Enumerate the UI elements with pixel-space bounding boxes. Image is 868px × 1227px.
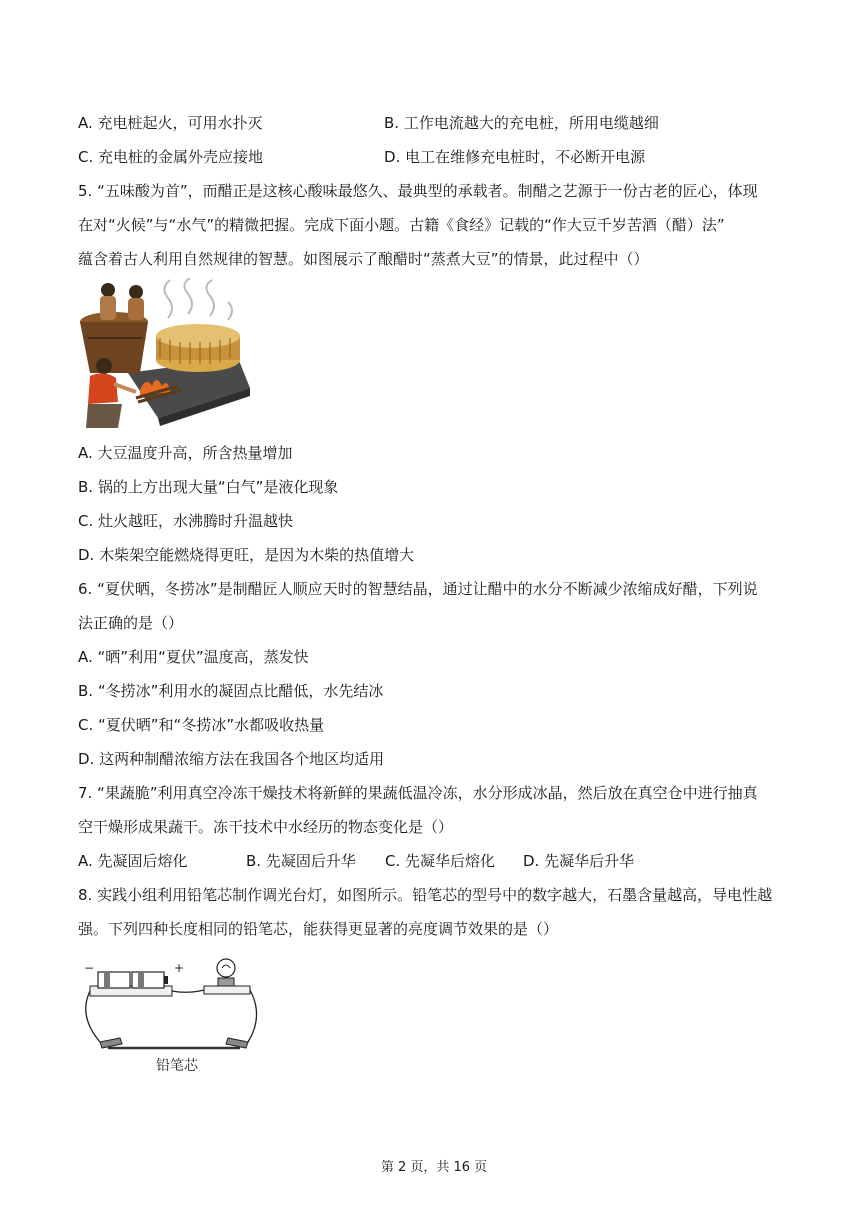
q4-option-d: D. 电工在维修充电桩时，不必断开电源: [384, 148, 646, 166]
q7-option-b: B. 先凝固后升华: [246, 852, 356, 870]
q5-stem-line2: 在对“火候”与“水气”的精微把握。完成下面小题。古籍《食经》记载的“作大豆千岁苦酒（醋）法”: [78, 216, 725, 234]
q7-option-c: C. 先凝华后熔化: [385, 852, 496, 870]
q5-option-b: B. 锅的上方出现大量“白气”是液化现象: [78, 478, 339, 496]
q6-stem-line1: 6. “夏伏晒，冬捞冰”是制醋匠人顺应天时的智慧结晶，通过让醋中的水分不断减少浓缩成好醋，下列说: [78, 580, 758, 598]
q7-option-d: D. 先凝华后升华: [523, 852, 635, 870]
q7-option-a: A. 先凝固后熔化: [78, 852, 188, 870]
q7-stem-line2: 空干燥形成果蔬干。冻干技术中水经历的物态变化是（）: [78, 818, 454, 836]
page-footer: 第 2 页，共 16 页: [380, 1160, 488, 1175]
q6-option-c: C. “夏伏晒”和“冬捞冰”水都吸收热量: [78, 716, 325, 734]
q6-option-b: B. “冬捞冰”利用水的凝固点比醋低，水先结冰: [78, 682, 384, 700]
q5-option-c: C. 灶火越旺，水沸腾时升温越快: [78, 512, 294, 530]
minus-terminal-label: −: [84, 961, 95, 975]
q8-stem-line2: 强。下列四种长度相同的铅笔芯，能获得更显著的亮度调节效果的是（）: [78, 920, 559, 938]
q5-stem-line1: 5. “五味酸为首”，而醋正是这核心酸味最悠久、最典型的承载者。制醋之艺源于一份古老的匠心，体现: [78, 182, 758, 200]
q5-option-a: A. 大豆温度升高，所含热量增加: [78, 444, 293, 462]
plus-terminal-label: +: [174, 961, 185, 975]
q6-stem-line2: 法正确的是（）: [78, 614, 184, 632]
q7-stem-line1: 7. “果蔬脆”利用真空冷冻干燥技术将新鲜的果蔬低温冷冻，水分形成冰晶，然后放在真空仓中进行抽真: [78, 784, 758, 802]
q4-option-c: C. 充电桩的金属外壳应接地: [78, 148, 264, 166]
pencil-lead-label: 铅笔芯: [156, 1058, 198, 1074]
q4-option-b: B. 工作电流越大的充电桩，所用电缆越细: [384, 114, 659, 132]
q6-option-d: D. 这两种制醋浓缩方法在我国各个地区均适用: [78, 750, 385, 768]
q6-option-a: A. “晒”利用“夏伏”温度高，蒸发快: [78, 648, 309, 666]
pencil-lead-circuit-diagram: [78, 956, 258, 1076]
q8-stem-line1: 8. 实践小组利用铅笔芯制作调光台灯，如图所示。铅笔芯的型号中的数字越大，石墨含量越高，导电性越: [78, 886, 773, 904]
q4-option-a: A. 充电桩起火，可用水扑灭: [78, 114, 263, 132]
q5-stem-line3: 蕴含着古人利用自然规律的智慧。如图展示了酿醋时“蒸煮大豆”的情景，此过程中（）: [78, 250, 649, 268]
q5-option-d: D. 木柴架空能燃烧得更旺，是因为木柴的热值增大: [78, 546, 415, 564]
steaming-soybeans-illustration: [78, 278, 250, 430]
